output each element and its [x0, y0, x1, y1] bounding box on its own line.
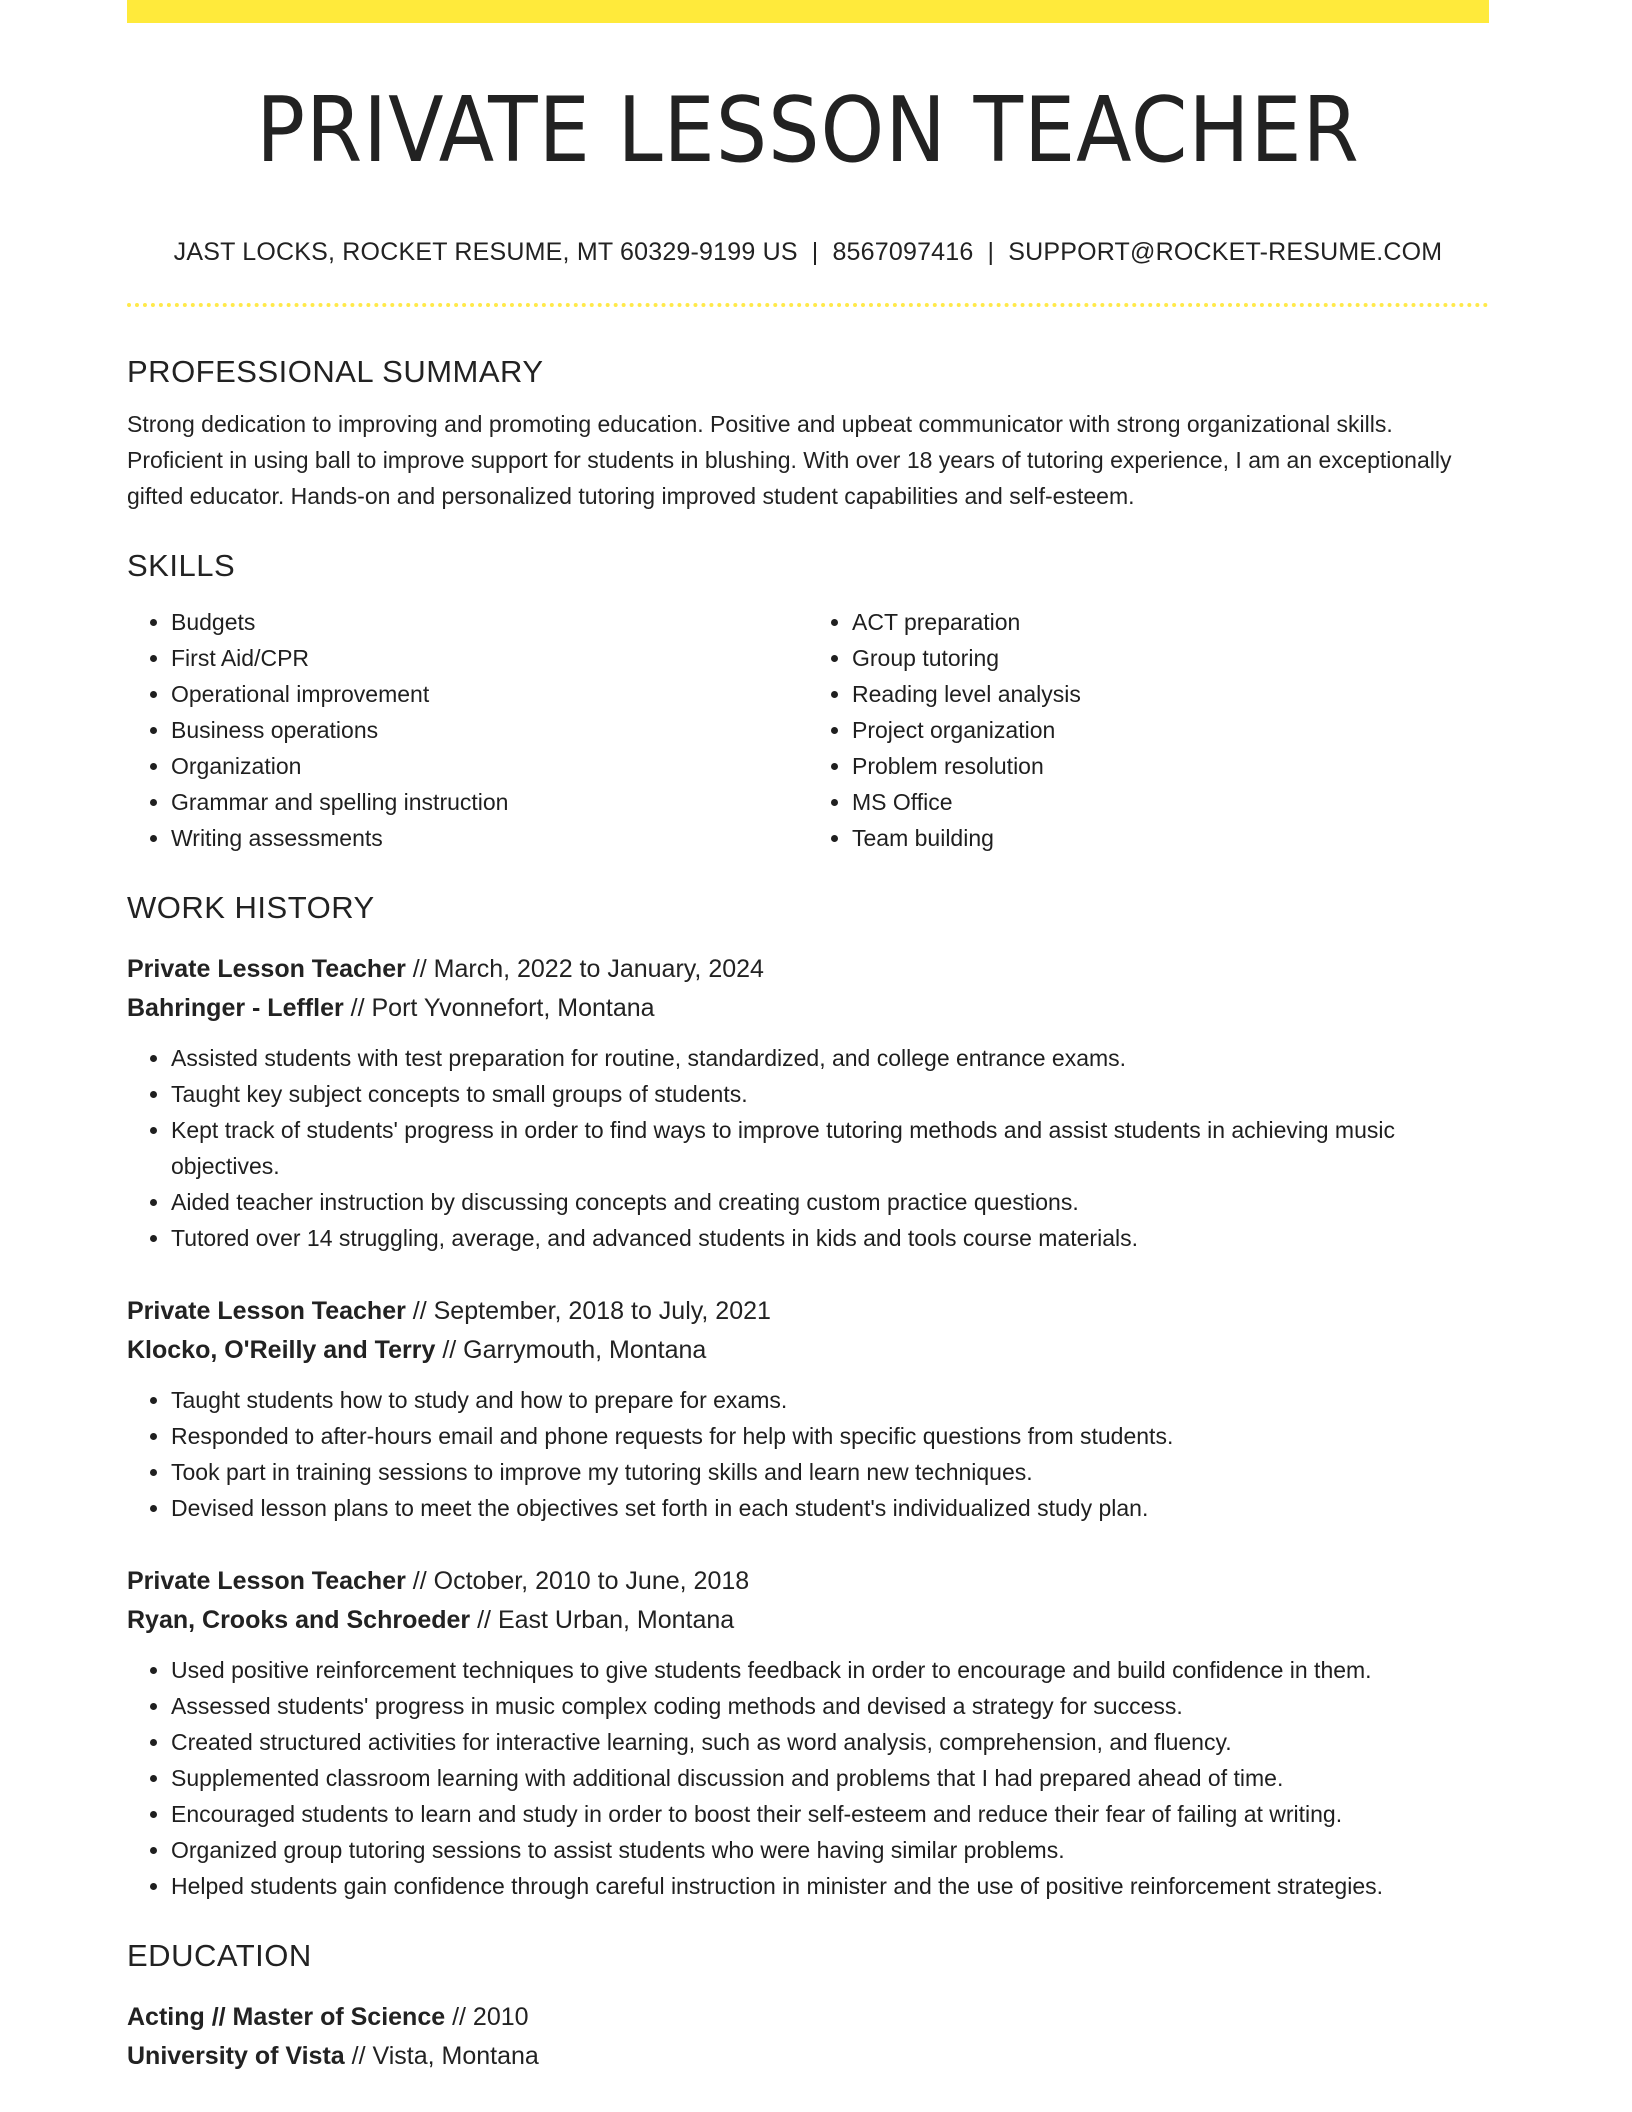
skill-item: • Problem resolution — [852, 748, 1489, 784]
skill-item: • Organization — [171, 748, 808, 784]
job-entry — [127, 950, 1489, 1256]
top-accent-bar — [127, 0, 1489, 23]
skill-item: • Group tutoring — [852, 640, 1489, 676]
job-bullet: • Responded to after-hours email and phone requests for help with specific questions from students. — [171, 1418, 1489, 1454]
skills-list — [127, 604, 1489, 856]
job-title: Private Lesson Teacher — [127, 1297, 406, 1325]
skill-item: • MS Office — [852, 784, 1489, 820]
job-company: Klocko, O'Reilly and Terry — [127, 1336, 436, 1364]
skill-item: • Budgets — [171, 604, 808, 640]
skills-column-left — [127, 604, 808, 856]
skill-item: • Project organization — [852, 712, 1489, 748]
education-school: University of Vista — [127, 2042, 345, 2070]
job-bullet: • Kept track of students' progress in order to find ways to improve tutoring methods and assist students in achieving music objectives. — [171, 1112, 1489, 1184]
job-title-line — [127, 1562, 1489, 1601]
job-list — [127, 950, 1489, 1904]
job-bullet: • Assisted students with test preparation for routine, standardized, and college entrance exams. — [171, 1040, 1489, 1076]
job-company-line — [127, 1331, 1489, 1370]
job-bullet: • Taught key subject concepts to small groups of students. — [171, 1076, 1489, 1112]
skill-item: • Writing assessments — [171, 820, 808, 856]
job-bullet: • Tutored over 14 struggling, average, and advanced students in kids and tools course materials. — [171, 1220, 1489, 1256]
job-title: Private Lesson Teacher — [127, 1567, 406, 1595]
skills-column-right — [808, 604, 1489, 856]
job-company-line — [127, 989, 1489, 1028]
skill-item: • Team building — [852, 820, 1489, 856]
education-degree-line — [127, 1998, 1489, 2037]
job-entry — [127, 1562, 1489, 1904]
contact-email[interactable]: SUPPORT@ROCKET-RESUME.COM — [1008, 238, 1443, 266]
contact-separator: | — [987, 238, 995, 266]
job-company: Ryan, Crooks and Schroeder — [127, 1606, 471, 1634]
job-title-line — [127, 950, 1489, 989]
job-bullet: • Helped students gain confidence through careful instruction in minister and the use of positive reinforcement strategies. — [171, 1868, 1489, 1904]
education-degree: Acting // Master of Science — [127, 2003, 446, 2031]
job-bullet: • Encouraged students to learn and study in order to boost their self-esteem and reduce their fear of failing at writing. — [171, 1796, 1489, 1832]
resume-content — [127, 350, 1489, 2076]
skill-item: • First Aid/CPR — [171, 640, 808, 676]
section-heading-work-history: WORK HISTORY — [127, 890, 375, 925]
job-title: Private Lesson Teacher — [127, 955, 406, 983]
skills-section — [127, 544, 1489, 856]
job-bullet: • Taught students how to study and how to prepare for exams. — [171, 1382, 1489, 1418]
skill-item: • ACT preparation — [852, 604, 1489, 640]
job-location: // East Urban, Montana — [477, 1606, 735, 1634]
job-bullet: • Organized group tutoring sessions to assist students who were having similar problems. — [171, 1832, 1489, 1868]
contact-line — [127, 236, 1489, 268]
job-bullet: • Supplemented classroom learning with additional discussion and problems that I had prepared ahead of time. — [171, 1760, 1489, 1796]
education-section — [127, 1934, 1489, 2076]
candidate-name: PRIVATE LESSON TEACHER — [256, 78, 1360, 183]
skill-item: • Business operations — [171, 712, 808, 748]
job-location: // Garrymouth, Montana — [442, 1336, 707, 1364]
job-dates: // March, 2022 to January, 2024 — [412, 955, 764, 983]
job-dates: // September, 2018 to July, 2021 — [412, 1297, 771, 1325]
skill-item: • Reading level analysis — [852, 676, 1489, 712]
job-title-line — [127, 1292, 1489, 1331]
job-bullet: • Took part in training sessions to improve my tutoring skills and learn new techniques. — [171, 1454, 1489, 1490]
job-location: // Port Yvonnefort, Montana — [350, 994, 655, 1022]
section-heading-skills: SKILLS — [127, 548, 236, 583]
job-company: Bahringer - Leffler — [127, 994, 344, 1022]
section-heading-summary: PROFESSIONAL SUMMARY — [127, 354, 544, 389]
education-year: // 2010 — [452, 2003, 529, 2031]
job-company-line — [127, 1601, 1489, 1640]
skill-item: • Grammar and spelling instruction — [171, 784, 808, 820]
job-bullets — [127, 1652, 1489, 1904]
skill-item: • Operational improvement — [171, 676, 808, 712]
job-bullet: • Created structured activities for interactive learning, such as word analysis, comprehension, and fluency. — [171, 1724, 1489, 1760]
job-bullet: • Used positive reinforcement techniques to give students feedback in order to encourage and build confidence in them. — [171, 1652, 1489, 1688]
job-bullets — [127, 1382, 1489, 1526]
education-entry — [127, 1998, 1489, 2076]
work-history-section — [127, 886, 1489, 1904]
summary-text: Strong dedication to improving and promoting education. Positive and upbeat communicator with strong organizational skills. Proficient in using ball to improve support for students in blushing. With over 18 years of tutoring experience, I am an exceptionally gifted educator. Hands-on and personalized tutoring improved student capabilities and self-esteem. — [127, 411, 1452, 509]
summary-section — [127, 350, 1489, 514]
education-location: // Vista, Montana — [351, 2042, 539, 2070]
dotted-divider — [127, 303, 1489, 307]
contact-phone: 8567097416 — [832, 238, 974, 266]
job-entry — [127, 1292, 1489, 1526]
contact-separator: | — [811, 238, 819, 266]
job-bullet: • Devised lesson plans to meet the objectives set forth in each student's individualized study plan. — [171, 1490, 1489, 1526]
job-bullet: • Assessed students' progress in music complex coding methods and devised a strategy for success. — [171, 1688, 1489, 1724]
contact-address: JAST LOCKS, ROCKET RESUME, MT 60329-9199 US — [173, 238, 798, 266]
education-school-line — [127, 2037, 1489, 2076]
job-dates: // October, 2010 to June, 2018 — [412, 1567, 750, 1595]
job-bullets — [127, 1040, 1489, 1256]
section-heading-education: EDUCATION — [127, 1938, 312, 1973]
job-bullet: • Aided teacher instruction by discussing concepts and creating custom practice questions. — [171, 1184, 1489, 1220]
